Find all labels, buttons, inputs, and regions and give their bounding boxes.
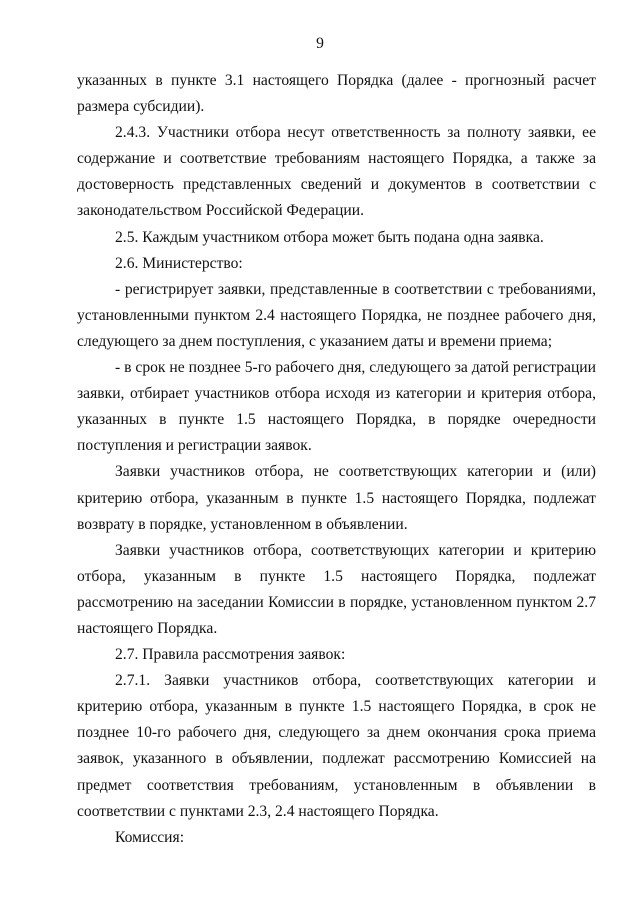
paragraph: 2.7.1. Заявки участников отбора, соответствующих категории и критерию отбора, указанным в пункте 1.5 настоящего Порядка, в срок не позднее 10-го рабочего дня, следующего за днем окончания срока приема заявок, указанного в объявлении, подлежат рассмотрению Комиссией на предмет соответствия требованиям, установленным в объявлении в соответствии с пунктами 2.3, 2.4 настоящего Порядка.: [77, 672, 596, 820]
document-body: [77, 68, 596, 851]
paragraph: Заявки участников отбора, не соответствующих категории и (или) критерию отбора, указанным в пункте 1.5 настоящего Порядка, подлежат возврату в порядке, установленном в объявлении.: [77, 463, 596, 533]
paragraph: 2.4.3. Участники отбора несут ответственность за полноту заявки, ее содержание и соответствие требованиям настоящего Порядка, а также за достоверность представленных сведений и документов в соответствии с законодательством Российской Федерации.: [77, 124, 596, 220]
paragraph: 2.6. Министерство:: [115, 254, 243, 272]
paragraph: Заявки участников отбора, соответствующих категории и критерию отбора, указанным в пункте 1.5 настоящего Порядка, подлежат рассмотрению на заседании Комиссии в порядке, установленном пунктом 2.7 настоящего Порядка.: [77, 541, 596, 637]
paragraph: 2.7. Правила рассмотрения заявок:: [115, 646, 346, 664]
paragraph: 2.5. Каждым участником отбора может быть подана одна заявка.: [115, 228, 544, 246]
page-number: 9: [316, 35, 324, 52]
paragraph: указанных в пункте 3.1 настоящего Порядка (далее - прогнозный расчет размера субсидии).: [77, 72, 596, 116]
paragraph: - в срок не позднее 5-го рабочего дня, следующего за датой регистрации заявки, отбирает участников отбора исходя из категории и критерия отбора, указанных в пункте 1.5 настоящего Порядка, в порядке очередности поступления и регистрации заявок.: [77, 359, 596, 455]
paragraph: - регистрирует заявки, представленные в соответствии с требованиями, установленными пунктом 2.4 настоящего Порядка, не позднее рабочего дня, следующего за днем поступления, с указанием даты и времени приема;: [77, 280, 596, 350]
paragraph: Комиссия:: [115, 828, 185, 846]
